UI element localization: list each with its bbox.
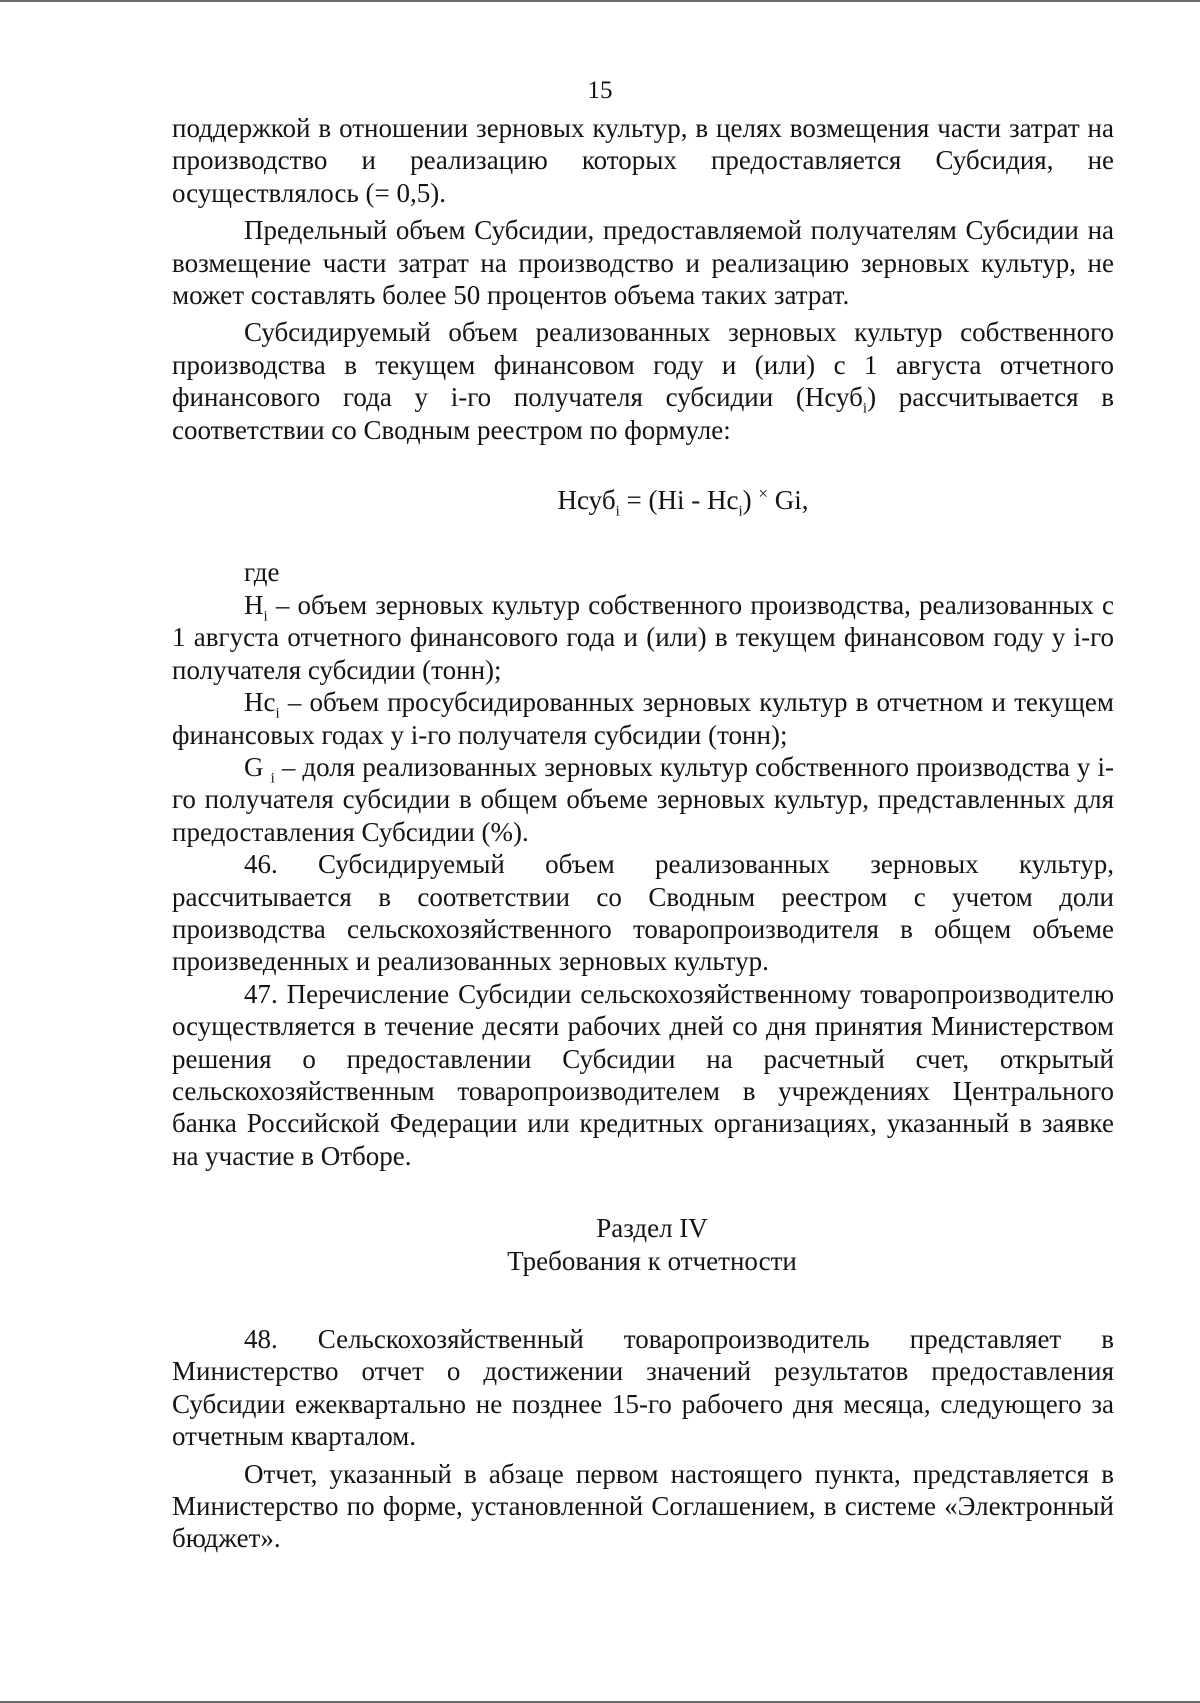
symbol-h: Н xyxy=(244,589,264,620)
paragraph-continuation: поддержкой в отношении зерновых культур, в целях возмещения части затрат на производство и реализацию которых предоставляется Субсидия, не осуществлялось (= 0,5). xyxy=(172,113,1114,208)
symbol-h-sub: i xyxy=(263,608,268,625)
definition-g xyxy=(172,751,1114,848)
page-number: 15 xyxy=(587,77,613,104)
scan-top-edge xyxy=(0,0,1200,2)
item-46: 46. Субсидируемый объем реализованных зерновых культур, рассчитывается в соответствии со Сводным реестром с учетом доли производства сельскохозяйственного товаропроизводителя в общем объеме произведенных и реализованных зерновых культур. xyxy=(172,849,1114,977)
formula xyxy=(172,484,1114,520)
symbol-g-sub: i xyxy=(270,770,275,787)
paragraph-subsidized-volume xyxy=(172,316,1114,446)
definition-h-text: – объем зерновых культур собственного производства, реализованных с 1 августа отчетного финансового года и (или) в текущем финансовом году у i-го получателя субсидии (тонн); xyxy=(172,589,1114,685)
definition-hc-text: – объем просубсидированных зерновых культур в отчетном и текущем финансовых годах у i-го получателя субсидии (тонн); xyxy=(172,687,1114,750)
symbol-hc-sub: i xyxy=(275,705,280,722)
definition-g-text: – доля реализованных зерновых культур собственного производства у i-го получателя субсидии в общем объеме зерновых культур, представленных для предоставления Субсидии (%). xyxy=(172,751,1115,847)
section-title: Требования к отчетности xyxy=(507,1245,797,1276)
item-47: 47. Перечисление Субсидии сельскохозяйственному товаропроизводителю осуществляется в течение десяти рабочих дней со дня принятия Министерством решения о предоставлении Субсидии на расчетный счет, открытый сельскохозяйственным товаропроизводителем в учреждениях Центрального банка Российской Федерации или кредитных организациях, указанный в заявке на участие в Отборе. xyxy=(172,978,1114,1171)
definition-hc xyxy=(172,686,1114,751)
paragraph-report: Отчет, указанный в абзаце первом настоящего пункта, представляется в Министерство по форме, установленной Соглашением, в системе «Электронный бюджет». xyxy=(172,1458,1114,1554)
where-label: где xyxy=(244,557,280,588)
paragraph-text-tail: ) рассчитывается в соответствии со Сводным реестром по формуле: xyxy=(172,382,1115,445)
paragraph-text: Субсидируемый объем реализованных зерновых культур собственного производства в текущем финансовом году и (или) с 1 августа отчетного финансового года у i-го получателя субсидии (Нсуб xyxy=(172,317,1114,413)
formula-lhs-sub: i xyxy=(615,503,620,520)
paragraph-subsidy-limit: Предельный объем Субсидии, предоставляемой получателям Субсидии на возмещение части затрат на производство и реализацию зерновых культур, не может составлять более 50 процентов объема таких затрат. xyxy=(172,215,1114,311)
section-number: Раздел IV xyxy=(596,1213,708,1244)
formula-times: × xyxy=(758,484,768,504)
formula-mid-sub: i xyxy=(738,503,743,520)
item-48: 48. Сельскохозяйственный товаропроизводитель представляет в Министерство отчет о достижении значений результатов предоставления Субсидии ежеквартально не позднее 15-го рабочего дня месяца, следующего за отчетным кварталом. xyxy=(172,1324,1114,1452)
definition-h xyxy=(172,589,1114,686)
symbol-g: G xyxy=(244,751,271,782)
formula-rhs: Gi, xyxy=(767,485,809,516)
symbol-hc: Нс xyxy=(244,687,276,718)
document-body xyxy=(172,112,1114,1555)
formula-eq: = (Нi - Нс xyxy=(619,485,739,516)
subscript: i xyxy=(862,400,868,417)
formula-close: ) xyxy=(742,485,759,516)
formula-lhs: Нсуб xyxy=(557,485,616,516)
